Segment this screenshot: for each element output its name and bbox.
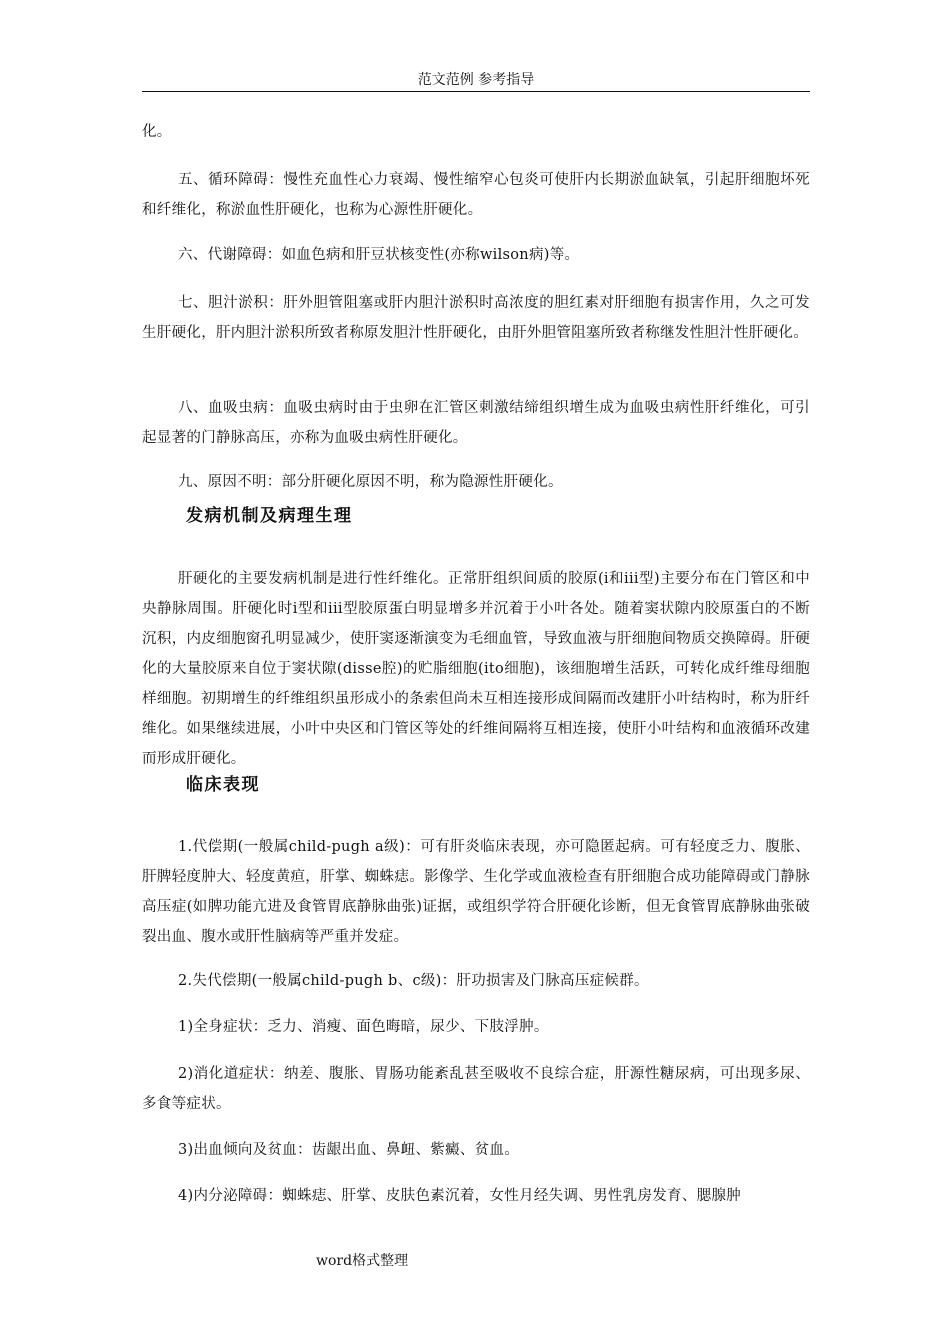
page-header: 范文范例 参考指导 <box>417 72 535 88</box>
page-footer: word格式整理 <box>316 1253 409 1269</box>
paragraph-bleeding-anemia: 3)出血倾向及贫血：齿龈出血、鼻衄、紫癜、贫血。 <box>178 1142 520 1158</box>
section-heading-clinical: 临床表现 <box>186 775 260 795</box>
paragraph-continuation: 化。 <box>142 124 172 140</box>
paragraph-systemic-symptoms: 1)全身症状：乏力、消瘦、面色晦暗，尿少、下肢浮肿。 <box>178 1019 549 1035</box>
paragraph-cholestasis: 七、胆汁淤积：肝外胆管阻塞或肝内胆汁淤积时高浓度的胆红素对肝细胞有损害作用，久之可发生肝硬化，肝内胆汁淤积所致者称原发胆汁性肝硬化，由肝外胆管阻塞所致者称继发性胆汁性肝硬化。 <box>142 295 810 341</box>
paragraph-schistosomiasis: 八、血吸虫病：血吸虫病时由于虫卵在汇管区刺激结缔组织增生成为血吸虫病性肝纤维化，可引起显著的门静脉高压，亦称为血吸虫病性肝硬化。 <box>142 400 810 446</box>
paragraph-circulatory-disorder: 五、循环障碍：慢性充血性心力衰竭、慢性缩窄心包炎可使肝内长期淤血缺氧，引起肝细胞坏死和纤维化，称淤血性肝硬化，也称为心源性肝硬化。 <box>142 172 810 218</box>
section-heading-pathogenesis: 发病机制及病理生理 <box>186 506 353 526</box>
paragraph-pathogenesis: 肝硬化的主要发病机制是进行性纤维化。正常肝组织间质的胶原(i和iii型)主要分布在门管区和中央静脉周围。肝硬化时i型和iii型胶原蛋白明显增多并沉着于小叶各处。随着窦状隙内胶原蛋白的不断沉积，内皮细胞窗孔明显减少，使肝窦逐渐演变为毛细血管，导致血液与肝细胞间物质交换障碍。肝硬化的大量胶原来自位于窦状隙(disse腔)的贮脂细胞(ito细胞)，该细胞增生活跃，可转化成纤维母细胞样细胞。初期增生的纤维组织虽形成小的条索但尚未互相连接形成间隔而改建肝小叶结构时，称为肝纤维化。如果继续进展，小叶中央区和门管区等处的纤维间隔将互相连接，使肝小叶结构和血液循环改建而形成肝硬化。 <box>142 571 810 767</box>
paragraph-compensated-stage: 1.代偿期(一般属child-pugh a级)：可有肝炎临床表现，亦可隐匿起病。可有轻度乏力、腹胀、肝脾轻度肿大、轻度黄疸，肝掌、蜘蛛痣。影像学、生化学或血液检查有肝细胞合成功能障碍或门静脉高压症(如脾功能亢进及食管胃底静脉曲张)证据，或组织学符合肝硬化诊断，但无食管胃底静脉曲张破裂出血、腹水或肝性脑病等严重并发症。 <box>142 839 810 945</box>
paragraph-metabolic-disorder: 六、代谢障碍：如血色病和肝豆状核变性(亦称wilson病)等。 <box>178 247 580 263</box>
paragraph-digestive-symptoms: 2)消化道症状：纳差、腹胀、胃肠功能紊乱甚至吸收不良综合症，肝源性糖尿病，可出现多尿、多食等症状。 <box>142 1066 810 1112</box>
paragraph-endocrine-disorder: 4)内分泌障碍：蜘蛛痣、肝掌、皮肤色素沉着，女性月经失调、男性乳房发育、腮腺肿 <box>178 1188 742 1204</box>
header-divider <box>142 91 810 92</box>
paragraph-decompensated-stage: 2.失代偿期(一般属child-pugh b、c级)：肝功损害及门脉高压症候群。 <box>178 973 649 989</box>
paragraph-unknown-cause: 九、原因不明：部分肝硬化原因不明，称为隐源性肝硬化。 <box>178 474 563 490</box>
